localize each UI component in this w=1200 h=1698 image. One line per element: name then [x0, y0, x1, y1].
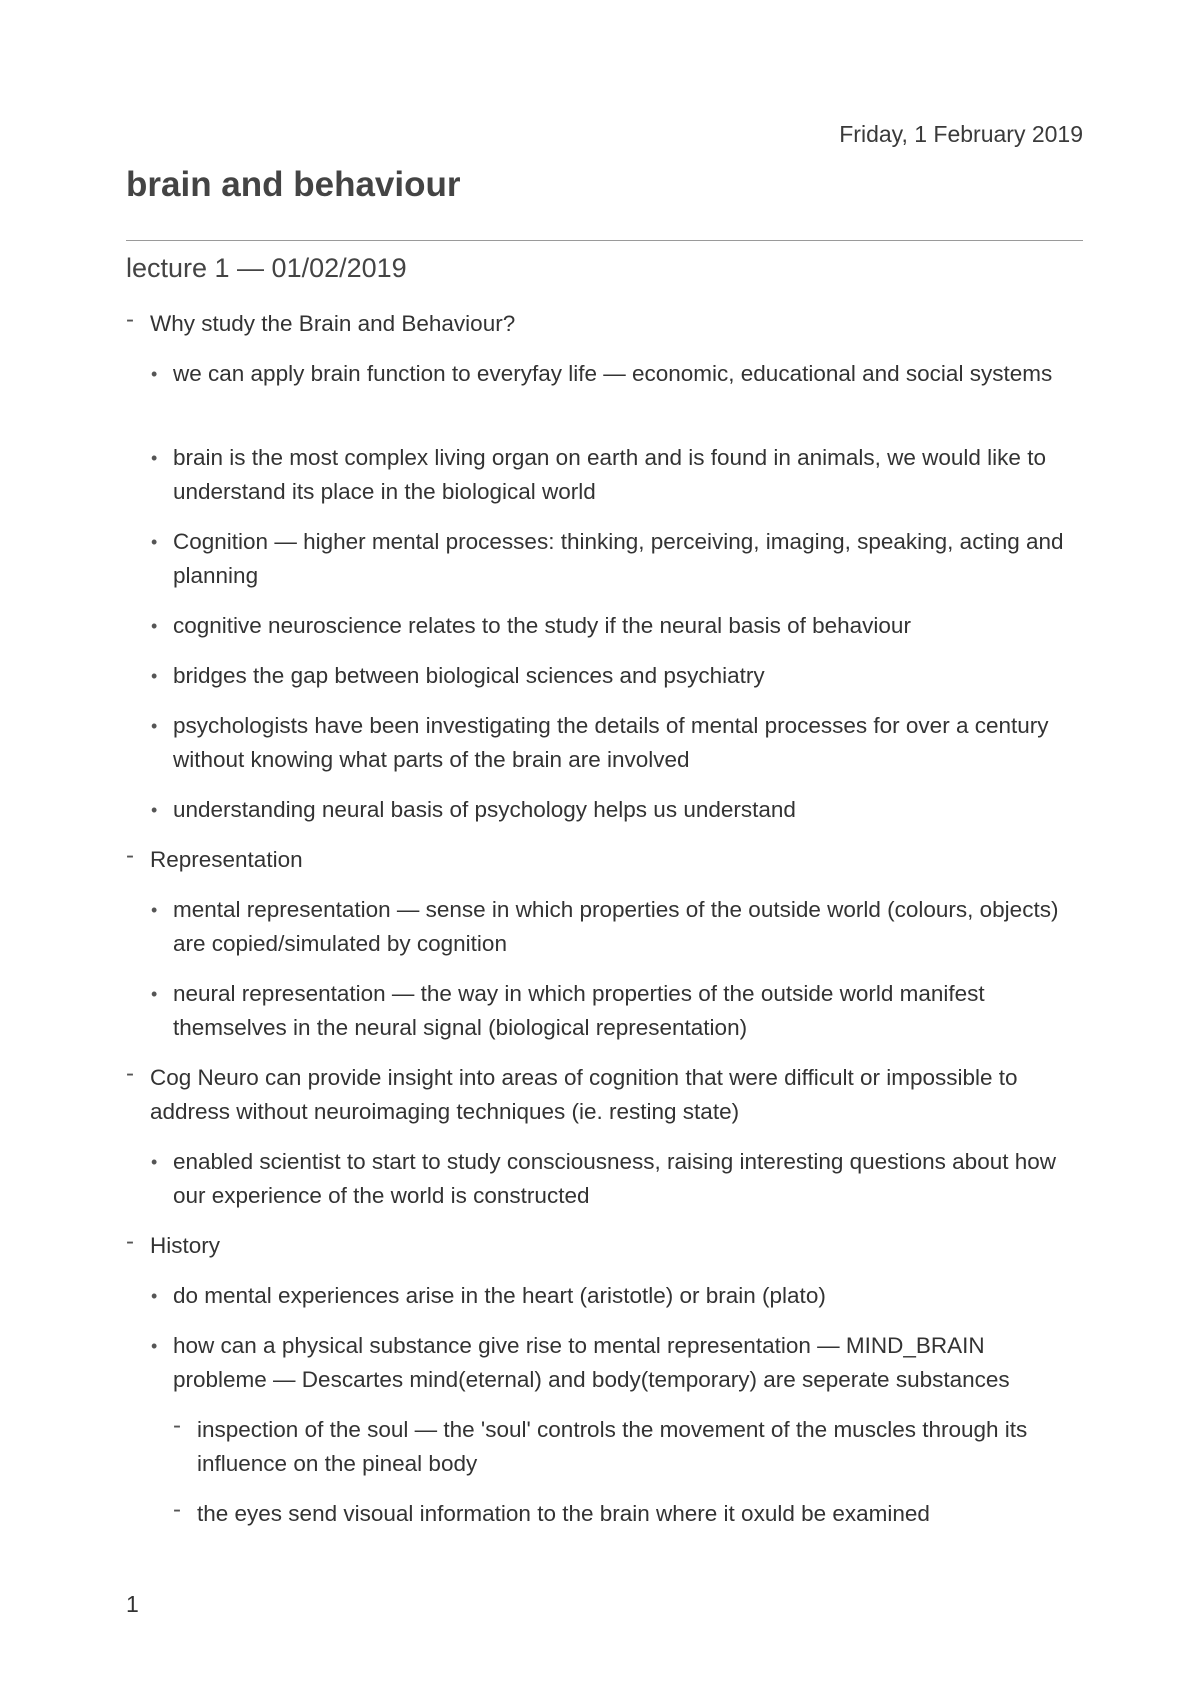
list-item-text: cognitive neuroscience relates to the study if the neural basis of behaviour: [173, 613, 911, 638]
bullet-marker: •: [151, 1286, 158, 1306]
list-item: [173, 1496, 1083, 1531]
list-item-text: enabled scientist to start to study consciousness, raising interesting questions about how our experience of the world is constructed: [173, 1149, 1057, 1208]
list-item-text: psychologists have been investigating the details of mental processes for over a century without knowing what parts of the brain are involved: [173, 713, 1049, 772]
section-title: lecture 1 — 01/02/2019: [126, 253, 407, 283]
list-item-text: we can apply brain function to everyfay life — economic, educational and social systems: [173, 361, 1053, 386]
bullet-marker: •: [151, 532, 158, 552]
list-item-text: Representation: [150, 847, 303, 872]
list-item: [126, 1228, 1080, 1263]
bullet-marker: •: [151, 448, 158, 468]
list-item: [151, 1145, 1083, 1213]
document-date: Friday, 1 February 2019: [839, 121, 1083, 147]
dash-marker: -: [126, 842, 134, 869]
list-item: [126, 842, 1080, 877]
bullet-marker: •: [151, 1336, 158, 1356]
list-item: [151, 1279, 1083, 1313]
dash-marker: -: [173, 1496, 181, 1523]
list-item-text: the eyes send visoual information to the brain where it oxuld be examined: [197, 1501, 930, 1526]
list-item-text: History: [150, 1233, 221, 1258]
list-item: [151, 525, 1083, 593]
list-item: [151, 793, 1083, 827]
bullet-marker: •: [151, 666, 158, 686]
list-item-text: bridges the gap between biological sciences and psychiatry: [173, 663, 765, 688]
title-divider: [126, 240, 1083, 241]
dash-marker: -: [126, 1060, 134, 1087]
list-item-text: neural representation — the way in which properties of the outside world manifest themselves in the neural signal (biological representation): [173, 981, 985, 1040]
list-item-text: inspection of the soul — the 'soul' controls the movement of the muscles through its influence on the pineal body: [197, 1417, 1028, 1476]
list-item-text: do mental experiences arise in the heart (aristotle) or brain (plato): [173, 1283, 826, 1308]
bullet-marker: •: [151, 800, 158, 820]
list-item-text: Cog Neuro can provide insight into areas of cognition that were difficult or impossible to address without neuroimaging techniques (ie. resting state): [150, 1065, 1018, 1124]
page-number: 1: [126, 1591, 139, 1617]
document-title: brain and behaviour: [126, 165, 461, 204]
list-item: [151, 977, 1083, 1045]
list-item-text: brain is the most complex living organ on earth and is found in animals, we would like to understand its place in the biological world: [173, 445, 1046, 504]
list-item: [151, 659, 1083, 693]
list-item: [151, 441, 1083, 509]
bullet-marker: •: [151, 900, 158, 920]
list-item: [151, 1329, 1083, 1397]
bullet-marker: •: [151, 1152, 158, 1172]
bullet-marker: •: [151, 716, 158, 736]
list-item: [126, 306, 1080, 341]
dash-marker: -: [126, 306, 134, 333]
bullet-marker: •: [151, 984, 158, 1004]
list-item: [173, 1412, 1083, 1481]
list-item-text: Why study the Brain and Behaviour?: [150, 311, 516, 336]
list-item: [151, 709, 1083, 777]
list-item: [126, 1060, 1080, 1129]
dash-marker: -: [126, 1228, 134, 1255]
list-item: [151, 609, 1083, 643]
bullet-marker: •: [151, 616, 158, 636]
dash-marker: -: [173, 1412, 181, 1439]
list-item-text: how can a physical substance give rise to mental representation — MIND_BRAIN probleme — Descartes mind(eternal) and body(temporary) are seperate substances: [173, 1333, 1010, 1392]
bullet-marker: •: [151, 364, 158, 384]
list-item: [151, 893, 1083, 961]
list-item: [151, 357, 1083, 391]
list-item-text: Cognition — higher mental processes: thinking, perceiving, imaging, speaking, acting and planning: [173, 529, 1064, 588]
list-item-text: mental representation — sense in which properties of the outside world (colours, objects) are copied/simulated by cognition: [173, 897, 1059, 956]
list-item-text: understanding neural basis of psychology helps us understand: [173, 797, 796, 822]
